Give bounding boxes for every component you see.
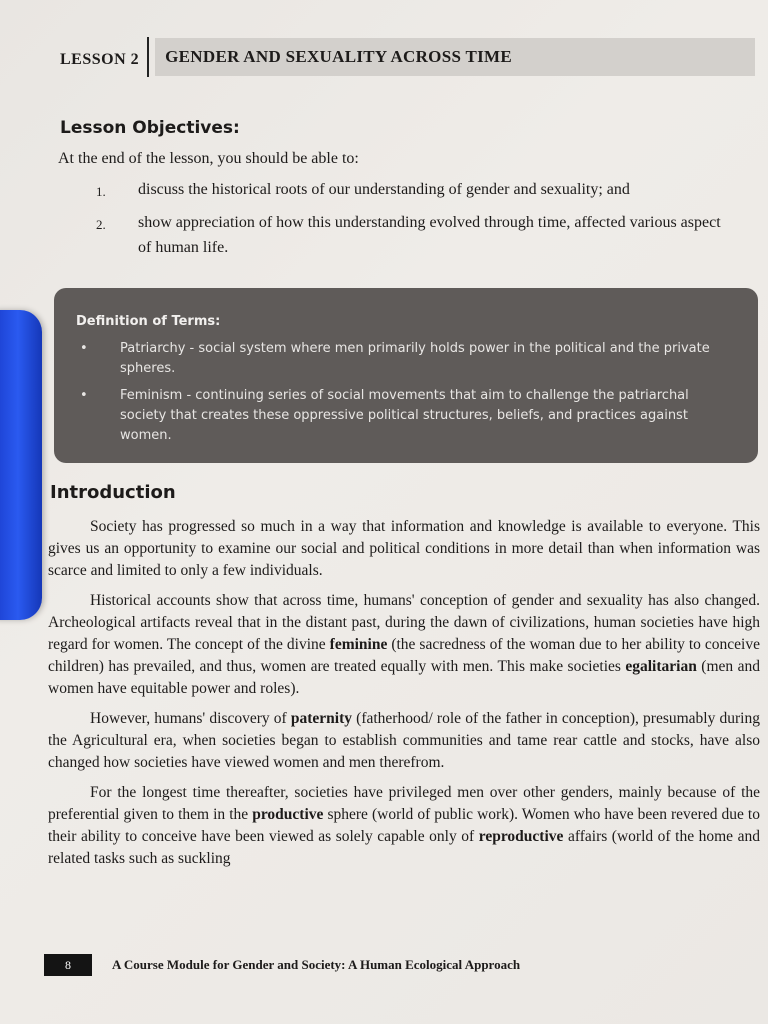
objective-number: 1. [96,184,106,199]
bold-term: egalitarian [625,658,697,675]
body-paragraph [48,590,760,700]
blue-marker-object [0,310,42,620]
objective-item [96,210,736,260]
objective-text: discuss the historical roots of our understanding of gender and sexuality; and [138,181,630,198]
definition-of-terms-box [54,288,758,463]
paragraph-text: (fatherhood/ role of the father in conception), presumably during the Agricultural era, when societies began to establish communities and tame rear cattle and stocks, have also changed how societies have viewed women and men therefrom. [48,710,760,771]
definition-text: Patriarchy - social system where men primarily holds power in the political and the private spheres. [120,341,710,376]
objective-number: 2. [96,217,106,232]
paragraph-text: affairs (world of the home and related tasks such as suckling [48,828,760,867]
lesson-number: LESSON 2 [60,51,140,68]
bold-term: productive [252,806,324,823]
footer-text: A Course Module for Gender and Society: A Human Ecological Approach [112,957,521,972]
bold-term: feminine [329,636,388,653]
paragraph-text: However, humans' discovery of [90,710,291,727]
paragraph-text: (men and women have equitable power and roles). [48,658,760,697]
definition-text: Feminism - continuing series of social movements that aim to challenge the patriarchal society that creates these oppressive political structures, beliefs, and practices against women. [120,388,689,443]
definition-item [76,339,736,379]
body-paragraph [48,782,760,870]
paragraph-text: Historical accounts show that across time, humans' conception of gender and sexuality has also changed. Archeological artifacts reveal that in the distant past, during the dawn of civilizations, human societies have high regard for women. The concept of the divine [48,592,760,653]
bold-term: reproductive [478,828,564,845]
page-footer [44,954,520,976]
header-divider [147,37,149,77]
objectives-intro: At the end of the lesson, you should be able to: [58,150,359,167]
objective-item [96,177,736,204]
lesson-title: GENDER AND SEXUALITY ACROSS TIME [155,38,755,76]
lesson-header [60,36,755,78]
introduction-body [48,516,760,878]
page-number: 8 [44,954,92,976]
objectives-heading: Lesson Objectives: [60,118,240,138]
bullet-icon: • [80,388,88,403]
definition-item [76,386,736,446]
body-paragraph [48,516,760,582]
bold-term: paternity [290,710,353,727]
paragraph-text: (the sacredness of the woman due to her ability to conceive children) has prevailed, and thus, women are treated equally with men. This make societies [48,636,760,675]
objectives-list [96,177,736,266]
objective-text: show appreciation of how this understanding evolved through time, affected various aspect of human life. [138,214,721,256]
introduction-heading: Introduction [50,482,176,503]
body-paragraph [48,708,760,774]
bullet-icon: • [80,341,88,356]
definitions-heading: Definition of Terms: [76,314,221,329]
paragraph-text: sphere (world of public work). Women who have been revered due to their ability to conceive have been viewed as solely capable only of [48,806,760,845]
paragraph-text: For the longest time thereafter, societies have privileged men over other genders, mainly because of the preferential given to them in the [48,784,760,823]
paragraph-text: Society has progressed so much in a way that information and knowledge is available to everyone. This gives us an opportunity to examine our social and political conditions in more detail than when information was scarce and limited to only a few individuals. [48,518,760,579]
